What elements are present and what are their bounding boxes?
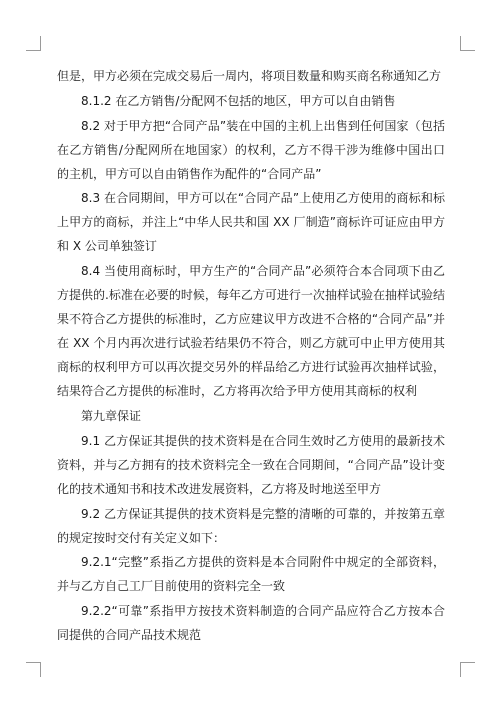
document-body [57,64,445,648]
crop-mark-bottom-right [460,662,475,677]
paragraph-continuation: 但是，甲方必须在完成交易后一周内，将项目数量和购买商名称通知乙方 [57,69,442,83]
crop-mark-top-right [460,36,475,51]
crop-mark-bottom-left [26,662,41,677]
clause-9-2: 9.2 乙方保证其提供的技术资料是完整的清晰的可靠的，并按第五章的规定按时交付有关定义如下： [57,506,445,545]
crop-mark-top-left [26,36,41,51]
clause-9-2-1: 9.2.1“完整”系指乙方提供的资料是本合同附件中规定的全部资料，并与乙方自己工厂目前使用的资料完全一致 [57,555,445,594]
clause-8-1-2: 8.1.2 在乙方销售/分配网不包括的地区，甲方可以自由销售 [81,93,396,108]
clause-9-1: 9.1 乙方保证其提供的技术资料是在合同生效时乙方使用的最新技术资料，并与乙方拥有的技术资料完全一致在合同期间，“合同产品”设计变化的技术通知书和技术改进发展资料，乙方将及时地送至甲方 [57,433,445,496]
chapter-9-heading: 第九章保证 [81,408,142,423]
clause-8-3: 8.3 在合同期间，甲方可以在“合同产品”上使用乙方使用的商标和标上甲方的商标，并注上“中华人民共和国 XX 厂制造”商标许可证应由甲方和 X 公司单独签订 [57,191,445,254]
clause-8-2: 8.2 对于甲方把“合同产品”装在中国的主机上出售到任何国家（包括在乙方销售/分配网所在地国家）的权利，乙方不得干涉为维修中国出口的主机，甲方可以自由销售作为配件的“合同产品” [57,118,445,181]
clause-8-4: 8.4 当使用商标时，甲方生产的“合同产品”必须符合本合同项下由乙方提供的.标准在必要的时候，每年乙方可进行一次抽样试验在抽样试验结果不符合乙方提供的标准时，乙方应建议甲方改进不合格的“合同产品”并在 XX 个月内再次进行试验若结果仍不符合，则乙方就可中止甲方使用其商标的权利甲方可以再次提交另外的样品给乙方进行试验再次抽样试验，结果符合乙方提供的标准时，乙方将再次给予甲方使用其商标的权利 [57,264,445,399]
clause-9-2-2: 9.2.2“可靠”系指甲方按技术资料制造的合同产品应符合乙方按本合同提供的合同产品技术规范 [57,604,445,643]
